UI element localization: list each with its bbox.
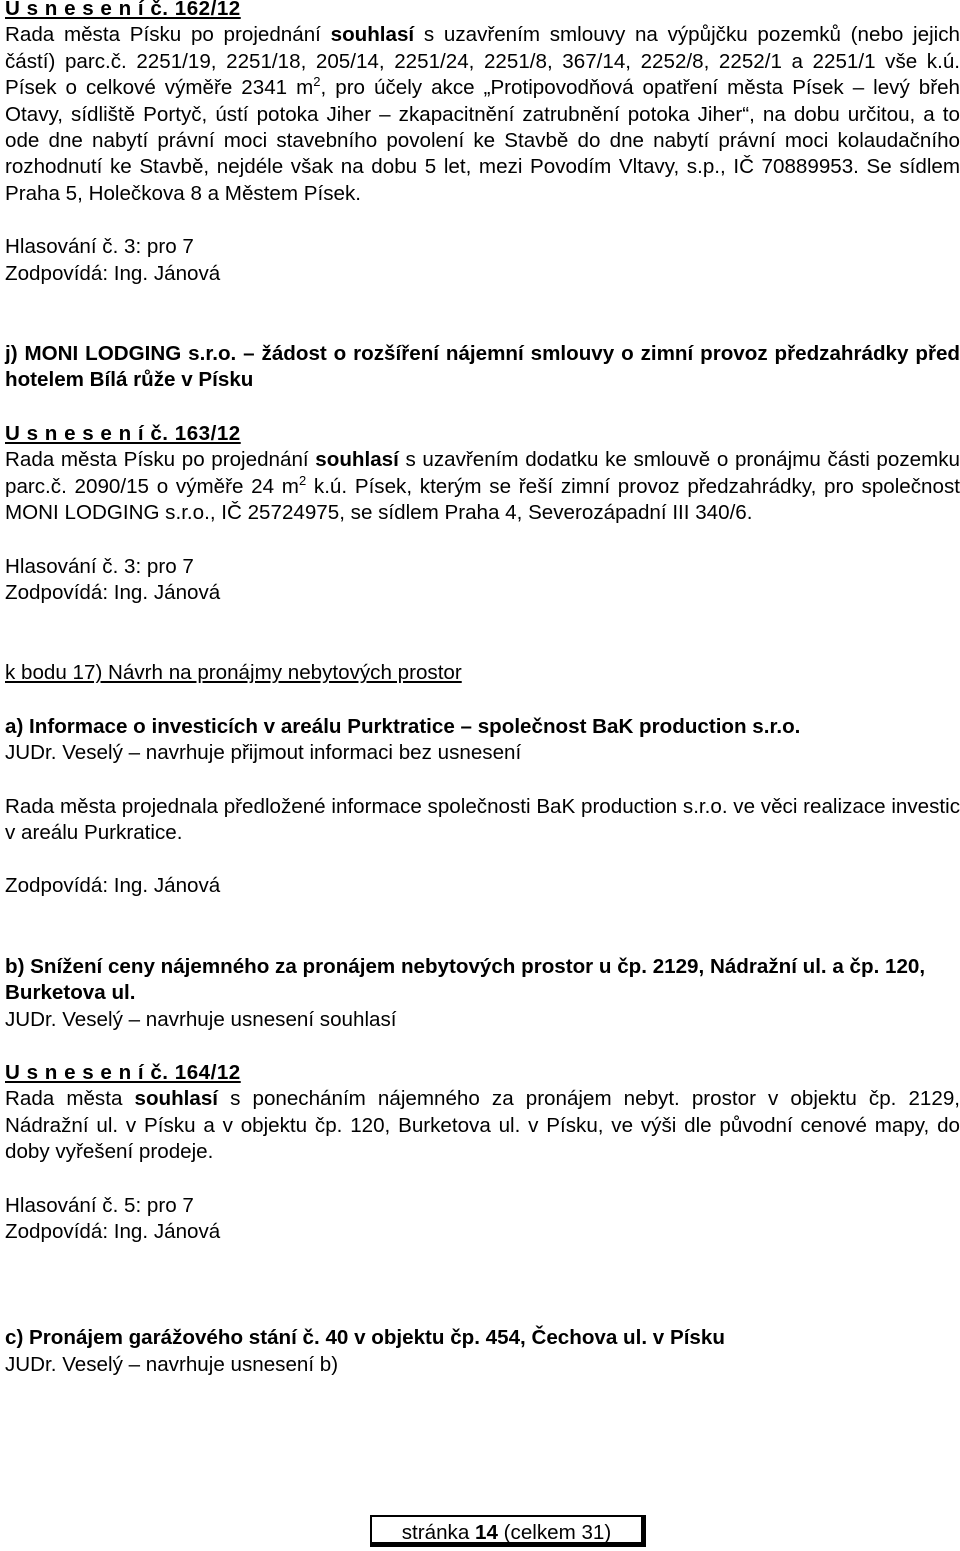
responsible-line: Zodpovídá: Ing. Jánová bbox=[5, 261, 221, 285]
superscript: 2 bbox=[313, 74, 321, 90]
page-number-footer bbox=[370, 1515, 646, 1547]
agenda-item-heading: j) MONI LODGING s.r.o. – žádost o rozšíření nájemní smlouvy o zimní provoz předzahrádky před hotelem Bílá růže v Písku bbox=[5, 342, 960, 392]
text-run: s uzavřením smlouvy na výpůjčku pozemků (nebo jejich částí) parc.č. 2251/19, 2251/18, 205/14, 2251/24, 2251/8, 367/14, 2252/8, 2252/1 a 2251/1 vše k.ú. Písek o celkové výměře 2341 m bbox=[5, 23, 960, 100]
text-bold: souhlasí bbox=[315, 448, 399, 472]
agenda-item-heading: a) Informace o investicích v areálu Purktratice – společnost BaK production s.r.o. bbox=[5, 714, 801, 738]
resolution-title: U s n e s e n í č. 164/12 bbox=[5, 1060, 241, 1084]
responsible-line: Zodpovídá: Ing. Jánová bbox=[5, 580, 221, 604]
document-page bbox=[5, 0, 960, 1378]
vote-line: Hlasování č. 3: pro 7 bbox=[5, 554, 194, 578]
proposal-line: JUDr. Veselý – navrhuje usnesení b) bbox=[5, 1352, 339, 1376]
page-number: 14 bbox=[475, 1521, 498, 1544]
proposal-line: JUDr. Veselý – navrhuje přijmout informaci bez usnesení bbox=[5, 741, 522, 765]
text-run: , pro účely akce „Protipovodňová opatření města Písek – levý břeh Otavy, sídliště Portyč, ústí potoka Jiher – zkapacitnění zatrubnění potoka Jiher“, na dobu určitou, a to ode dne nabytí právní moci stavebního povolení ke Stavbě do dne nabytí právní moci kolaudačního rozhodnutí ke Stavbě, nejdéle však na dobu 5 let, mezi Povodím Vltavy, s.p., IČ 70889953. Se sídlem Praha 5, Holečkova 8 a Městem Písek. bbox=[5, 76, 960, 205]
text-run: Rada města bbox=[5, 1087, 135, 1111]
responsible-line: Zodpovídá: Ing. Jánová bbox=[5, 1220, 221, 1243]
resolution-text: Rada města projednala předložené informace společnosti BaK production s.r.o. ve věci realizace investic v areálu Purkratice. bbox=[5, 794, 960, 844]
text-run: s uzavřením dodatku ke smlouvě o pronájmu části pozemku parc.č. 2090/15 o výměře 24 m bbox=[5, 448, 960, 498]
agenda-item-heading: b) Snížení ceny nájemného za pronájem nebytových prostor u čp. 2129, Nádražní ul. a čp. 120, Burketova ul. bbox=[5, 954, 926, 1005]
resolution-title: U s n e s e n í č. 162/12 bbox=[5, 0, 241, 20]
footer-prefix: stránka bbox=[401, 1521, 476, 1544]
agenda-point-heading: k bodu 17) Návrh na pronájmy nebytových prostor bbox=[5, 661, 462, 685]
text-bold: souhlasí bbox=[330, 23, 415, 47]
vote-line: Hlasování č. 5: pro 7 bbox=[5, 1193, 194, 1217]
page-total: (celkem 31) bbox=[497, 1521, 612, 1544]
superscript: 2 bbox=[298, 472, 307, 488]
text-run: Rada města Písku po projednání bbox=[5, 448, 316, 472]
text-run: s ponecháním nájemného za pronájem nebyt. prostor v objektu čp. 2129, Nádražní ul. v Písku a v objektu čp. 120, Burketova ul. v Písku, ve výši dle původní cenové mapy, do doby vyřešení prodeje. bbox=[5, 1087, 960, 1164]
vote-line: Hlasování č. 3: pro 7 bbox=[5, 235, 194, 259]
resolution-text bbox=[5, 1086, 960, 1165]
agenda-item-heading: c) Pronájem garážového stání č. 40 v objektu čp. 454, Čechova ul. v Písku bbox=[5, 1326, 725, 1350]
text-bold: souhlasí bbox=[134, 1087, 219, 1111]
responsible-line: Zodpovídá: Ing. Jánová bbox=[5, 874, 221, 898]
resolution-text bbox=[5, 22, 960, 207]
text-run: k.ú. Písek, kterým se řeší zimní provoz předzahrádky, pro společnost MONI LODGING s.r.o., IČ 25724975, se sídlem Praha 4, Severozápadní III 340/6. bbox=[5, 474, 960, 525]
text-run: Rada města Písku po projednání bbox=[5, 23, 331, 47]
proposal-line: JUDr. Veselý – navrhuje usnesení souhlasí bbox=[5, 1007, 397, 1031]
resolution-text bbox=[5, 447, 960, 526]
resolution-title: U s n e s e n í č. 163/12 bbox=[5, 421, 241, 445]
